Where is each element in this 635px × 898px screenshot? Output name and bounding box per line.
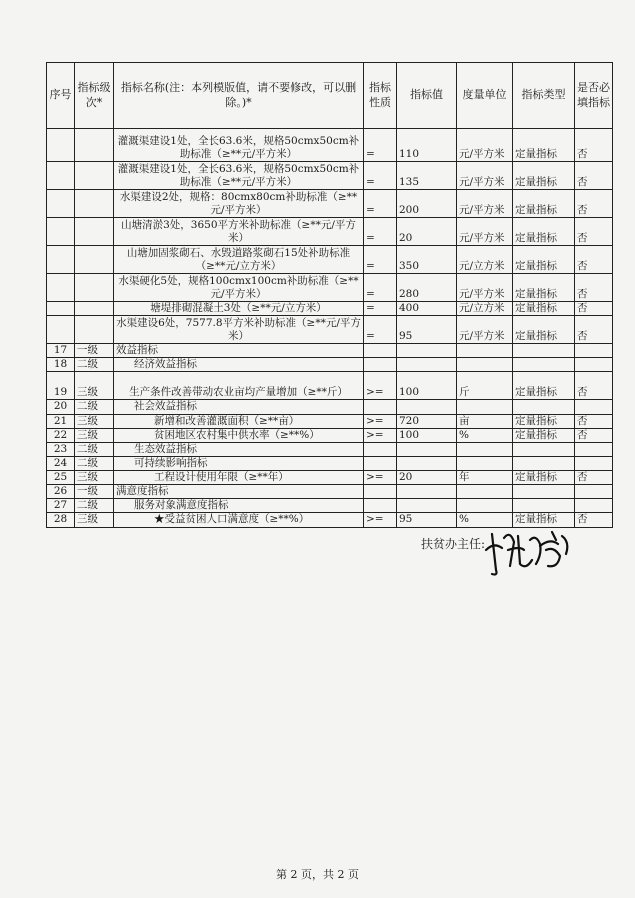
row-unit: 元/平方米 bbox=[457, 274, 513, 302]
table-row bbox=[47, 190, 613, 218]
row-required bbox=[575, 358, 613, 372]
row-value bbox=[397, 456, 457, 470]
row-level: 二级 bbox=[75, 456, 114, 470]
row-required: 否 bbox=[575, 162, 613, 190]
table-row bbox=[47, 442, 613, 456]
row-type: 定量指标 bbox=[513, 190, 575, 218]
row-type bbox=[513, 499, 575, 513]
row-value: 100 bbox=[397, 372, 457, 400]
row-level bbox=[75, 316, 114, 344]
row-value: 100 bbox=[397, 428, 457, 442]
row-value bbox=[397, 400, 457, 414]
table-row bbox=[47, 246, 613, 274]
row-nature: = bbox=[364, 274, 397, 302]
row-type bbox=[513, 400, 575, 414]
row-level: 三级 bbox=[75, 471, 114, 485]
row-type: 定量指标 bbox=[513, 218, 575, 246]
table-row bbox=[47, 372, 613, 400]
row-seq: 23 bbox=[47, 442, 75, 456]
row-value bbox=[397, 499, 457, 513]
header-required: 是否必填指标 bbox=[575, 63, 613, 129]
row-name: ★受益贫困人口满意度（≥**%） bbox=[114, 513, 364, 527]
row-seq bbox=[47, 129, 75, 162]
row-nature bbox=[364, 499, 397, 513]
row-value: 720 bbox=[397, 414, 457, 428]
row-seq bbox=[47, 246, 75, 274]
row-name: 山塘清淤3处，3650平方米补助标准（≥**元/平方米） bbox=[114, 218, 364, 246]
table-row bbox=[47, 499, 613, 513]
row-type: 定量指标 bbox=[513, 414, 575, 428]
row-seq: 17 bbox=[47, 344, 75, 358]
row-unit: 元/平方米 bbox=[457, 218, 513, 246]
row-value: 350 bbox=[397, 246, 457, 274]
row-unit bbox=[457, 499, 513, 513]
row-unit: 斤 bbox=[457, 372, 513, 400]
row-level bbox=[75, 218, 114, 246]
row-nature bbox=[364, 358, 397, 372]
row-level: 三级 bbox=[75, 414, 114, 428]
table-row bbox=[47, 471, 613, 485]
row-required: 否 bbox=[575, 190, 613, 218]
row-nature: = bbox=[364, 316, 397, 344]
table-row bbox=[47, 400, 613, 414]
row-nature bbox=[364, 344, 397, 358]
row-seq: 21 bbox=[47, 414, 75, 428]
row-nature: = bbox=[364, 129, 397, 162]
page-footer: 第 2 页，共 2 页 bbox=[276, 868, 359, 881]
row-seq: 26 bbox=[47, 485, 75, 499]
row-level: 一级 bbox=[75, 344, 114, 358]
row-required: 否 bbox=[575, 218, 613, 246]
row-seq bbox=[47, 274, 75, 302]
row-name: 水渠硬化5处，规格100cmx100cm补助标准（≥**元/平方米） bbox=[114, 274, 364, 302]
row-value: 110 bbox=[397, 129, 457, 162]
row-seq bbox=[47, 162, 75, 190]
row-nature bbox=[364, 400, 397, 414]
row-required: 否 bbox=[575, 372, 613, 400]
row-name: 水渠建设2处，规格：80cmx80cm补助标准（≥**元/平方米） bbox=[114, 190, 364, 218]
row-name: 灌溉渠建设1处，全长63.6米，规格50cmx50cm补助标准（≥**元/平方米） bbox=[114, 162, 364, 190]
row-seq: 27 bbox=[47, 499, 75, 513]
row-required bbox=[575, 499, 613, 513]
row-type: 定量指标 bbox=[513, 316, 575, 344]
header-unit: 度量单位 bbox=[457, 63, 513, 129]
table-row bbox=[47, 302, 613, 316]
row-nature: = bbox=[364, 190, 397, 218]
row-name: 服务对象满意度指标 bbox=[114, 499, 364, 513]
table-body bbox=[47, 129, 613, 528]
row-type: 定量指标 bbox=[513, 428, 575, 442]
row-name: 水渠建设6处，7577.8平方米补助标准（≥**元/平方米） bbox=[114, 316, 364, 344]
signature-label: 扶贫办主任: bbox=[421, 537, 486, 551]
row-required bbox=[575, 442, 613, 456]
row-value: 20 bbox=[397, 218, 457, 246]
row-seq: 19 bbox=[47, 372, 75, 400]
row-value bbox=[397, 358, 457, 372]
table-row bbox=[47, 218, 613, 246]
header-value: 指标值 bbox=[397, 63, 457, 129]
row-required bbox=[575, 400, 613, 414]
row-seq: 28 bbox=[47, 513, 75, 527]
row-required: 否 bbox=[575, 246, 613, 274]
row-level: 三级 bbox=[75, 513, 114, 527]
header-nature: 指标性质 bbox=[364, 63, 397, 129]
header-level: 指标级次* bbox=[75, 63, 114, 129]
row-unit bbox=[457, 358, 513, 372]
table-row bbox=[47, 274, 613, 302]
row-nature: >= bbox=[364, 428, 397, 442]
row-required: 否 bbox=[575, 471, 613, 485]
row-unit: 年 bbox=[457, 471, 513, 485]
row-unit: 亩 bbox=[457, 414, 513, 428]
row-value: 200 bbox=[397, 190, 457, 218]
row-name: 经济效益指标 bbox=[114, 358, 364, 372]
row-level: 一级 bbox=[75, 485, 114, 499]
row-type: 定量指标 bbox=[513, 372, 575, 400]
row-seq: 24 bbox=[47, 456, 75, 470]
table-row bbox=[47, 316, 613, 344]
row-type bbox=[513, 485, 575, 499]
row-value: 95 bbox=[397, 316, 457, 344]
table-row bbox=[47, 162, 613, 190]
row-name: 山塘加固浆砌石、水毁道路浆砌石15处补助标准（≥**元/立方米） bbox=[114, 246, 364, 274]
row-seq bbox=[47, 218, 75, 246]
row-type bbox=[513, 442, 575, 456]
table-row bbox=[47, 344, 613, 358]
row-required bbox=[575, 344, 613, 358]
row-required bbox=[575, 485, 613, 499]
row-type bbox=[513, 344, 575, 358]
row-nature: >= bbox=[364, 471, 397, 485]
row-nature bbox=[364, 442, 397, 456]
row-value bbox=[397, 344, 457, 358]
row-name: 效益指标 bbox=[114, 344, 364, 358]
row-type: 定量指标 bbox=[513, 302, 575, 316]
row-level: 二级 bbox=[75, 499, 114, 513]
row-type: 定量指标 bbox=[513, 246, 575, 274]
row-name: 灌溉渠建设1处，全长63.6米，规格50cmx50cm补助标准（≥**元/平方米） bbox=[114, 129, 364, 162]
row-type bbox=[513, 358, 575, 372]
row-unit: 元/平方米 bbox=[457, 316, 513, 344]
row-unit: % bbox=[457, 513, 513, 527]
row-nature bbox=[364, 456, 397, 470]
indicator-table bbox=[46, 62, 613, 528]
row-name: 可持续影响指标 bbox=[114, 456, 364, 470]
row-level bbox=[75, 129, 114, 162]
row-name: 工程设计使用年限（≥**年） bbox=[114, 471, 364, 485]
row-seq: 20 bbox=[47, 400, 75, 414]
row-name: 生产条件改善带动农业亩均产量增加（≥**斤） bbox=[114, 372, 364, 400]
table-row bbox=[47, 428, 613, 442]
row-name: 生态效益指标 bbox=[114, 442, 364, 456]
row-unit: 元/立方米 bbox=[457, 302, 513, 316]
row-nature: >= bbox=[364, 513, 397, 527]
row-value: 95 bbox=[397, 513, 457, 527]
row-unit bbox=[457, 344, 513, 358]
row-unit: % bbox=[457, 428, 513, 442]
row-required: 否 bbox=[575, 129, 613, 162]
row-name: 社会效益指标 bbox=[114, 400, 364, 414]
header-name: 指标名称(注：本列模版值，请不要修改，可以删除。)* bbox=[114, 63, 364, 129]
row-seq: 25 bbox=[47, 471, 75, 485]
row-nature: >= bbox=[364, 414, 397, 428]
row-level: 二级 bbox=[75, 442, 114, 456]
row-nature: = bbox=[364, 162, 397, 190]
row-type: 定量指标 bbox=[513, 162, 575, 190]
row-unit: 元/平方米 bbox=[457, 162, 513, 190]
row-required: 否 bbox=[575, 414, 613, 428]
row-type bbox=[513, 456, 575, 470]
row-seq: 18 bbox=[47, 358, 75, 372]
row-type: 定量指标 bbox=[513, 513, 575, 527]
row-required: 否 bbox=[575, 316, 613, 344]
row-type: 定量指标 bbox=[513, 129, 575, 162]
row-value: 400 bbox=[397, 302, 457, 316]
row-required: 否 bbox=[575, 513, 613, 527]
table-header-row bbox=[47, 63, 613, 129]
row-unit bbox=[457, 442, 513, 456]
row-unit: 元/平方米 bbox=[457, 129, 513, 162]
table-row bbox=[47, 129, 613, 162]
row-level: 二级 bbox=[75, 400, 114, 414]
row-level bbox=[75, 190, 114, 218]
row-type: 定量指标 bbox=[513, 274, 575, 302]
row-name: 贫困地区农村集中供水率（≥**%） bbox=[114, 428, 364, 442]
row-nature: = bbox=[364, 218, 397, 246]
row-seq bbox=[47, 316, 75, 344]
row-level: 三级 bbox=[75, 372, 114, 400]
row-value bbox=[397, 442, 457, 456]
row-nature: = bbox=[364, 246, 397, 274]
row-unit bbox=[457, 456, 513, 470]
row-required: 否 bbox=[575, 274, 613, 302]
row-level bbox=[75, 162, 114, 190]
table-row bbox=[47, 414, 613, 428]
row-name: 新增和改善灌溉面积（≥**亩） bbox=[114, 414, 364, 428]
row-unit: 元/立方米 bbox=[457, 246, 513, 274]
row-level bbox=[75, 246, 114, 274]
row-name: 满意度指标 bbox=[114, 485, 364, 499]
row-unit bbox=[457, 485, 513, 499]
row-required bbox=[575, 456, 613, 470]
row-level bbox=[75, 274, 114, 302]
table-row bbox=[47, 358, 613, 372]
row-seq: 22 bbox=[47, 428, 75, 442]
row-nature: = bbox=[364, 302, 397, 316]
table-row bbox=[47, 456, 613, 470]
row-type: 定量指标 bbox=[513, 471, 575, 485]
handwritten-signature-icon bbox=[480, 520, 575, 580]
row-value: 280 bbox=[397, 274, 457, 302]
row-name: 塘堤排砌混凝土3处（≥**元/立方米） bbox=[114, 302, 364, 316]
row-unit: 元/平方米 bbox=[457, 190, 513, 218]
row-seq bbox=[47, 190, 75, 218]
row-required: 否 bbox=[575, 302, 613, 316]
header-type: 指标类型 bbox=[513, 63, 575, 129]
header-seq: 序号 bbox=[47, 63, 75, 129]
row-unit bbox=[457, 400, 513, 414]
row-nature bbox=[364, 485, 397, 499]
row-seq bbox=[47, 302, 75, 316]
row-value: 20 bbox=[397, 471, 457, 485]
row-level: 三级 bbox=[75, 428, 114, 442]
row-nature: >= bbox=[364, 372, 397, 400]
row-value bbox=[397, 485, 457, 499]
row-required: 否 bbox=[575, 428, 613, 442]
row-level: 二级 bbox=[75, 358, 114, 372]
row-value: 135 bbox=[397, 162, 457, 190]
table-row bbox=[47, 485, 613, 499]
row-level bbox=[75, 302, 114, 316]
